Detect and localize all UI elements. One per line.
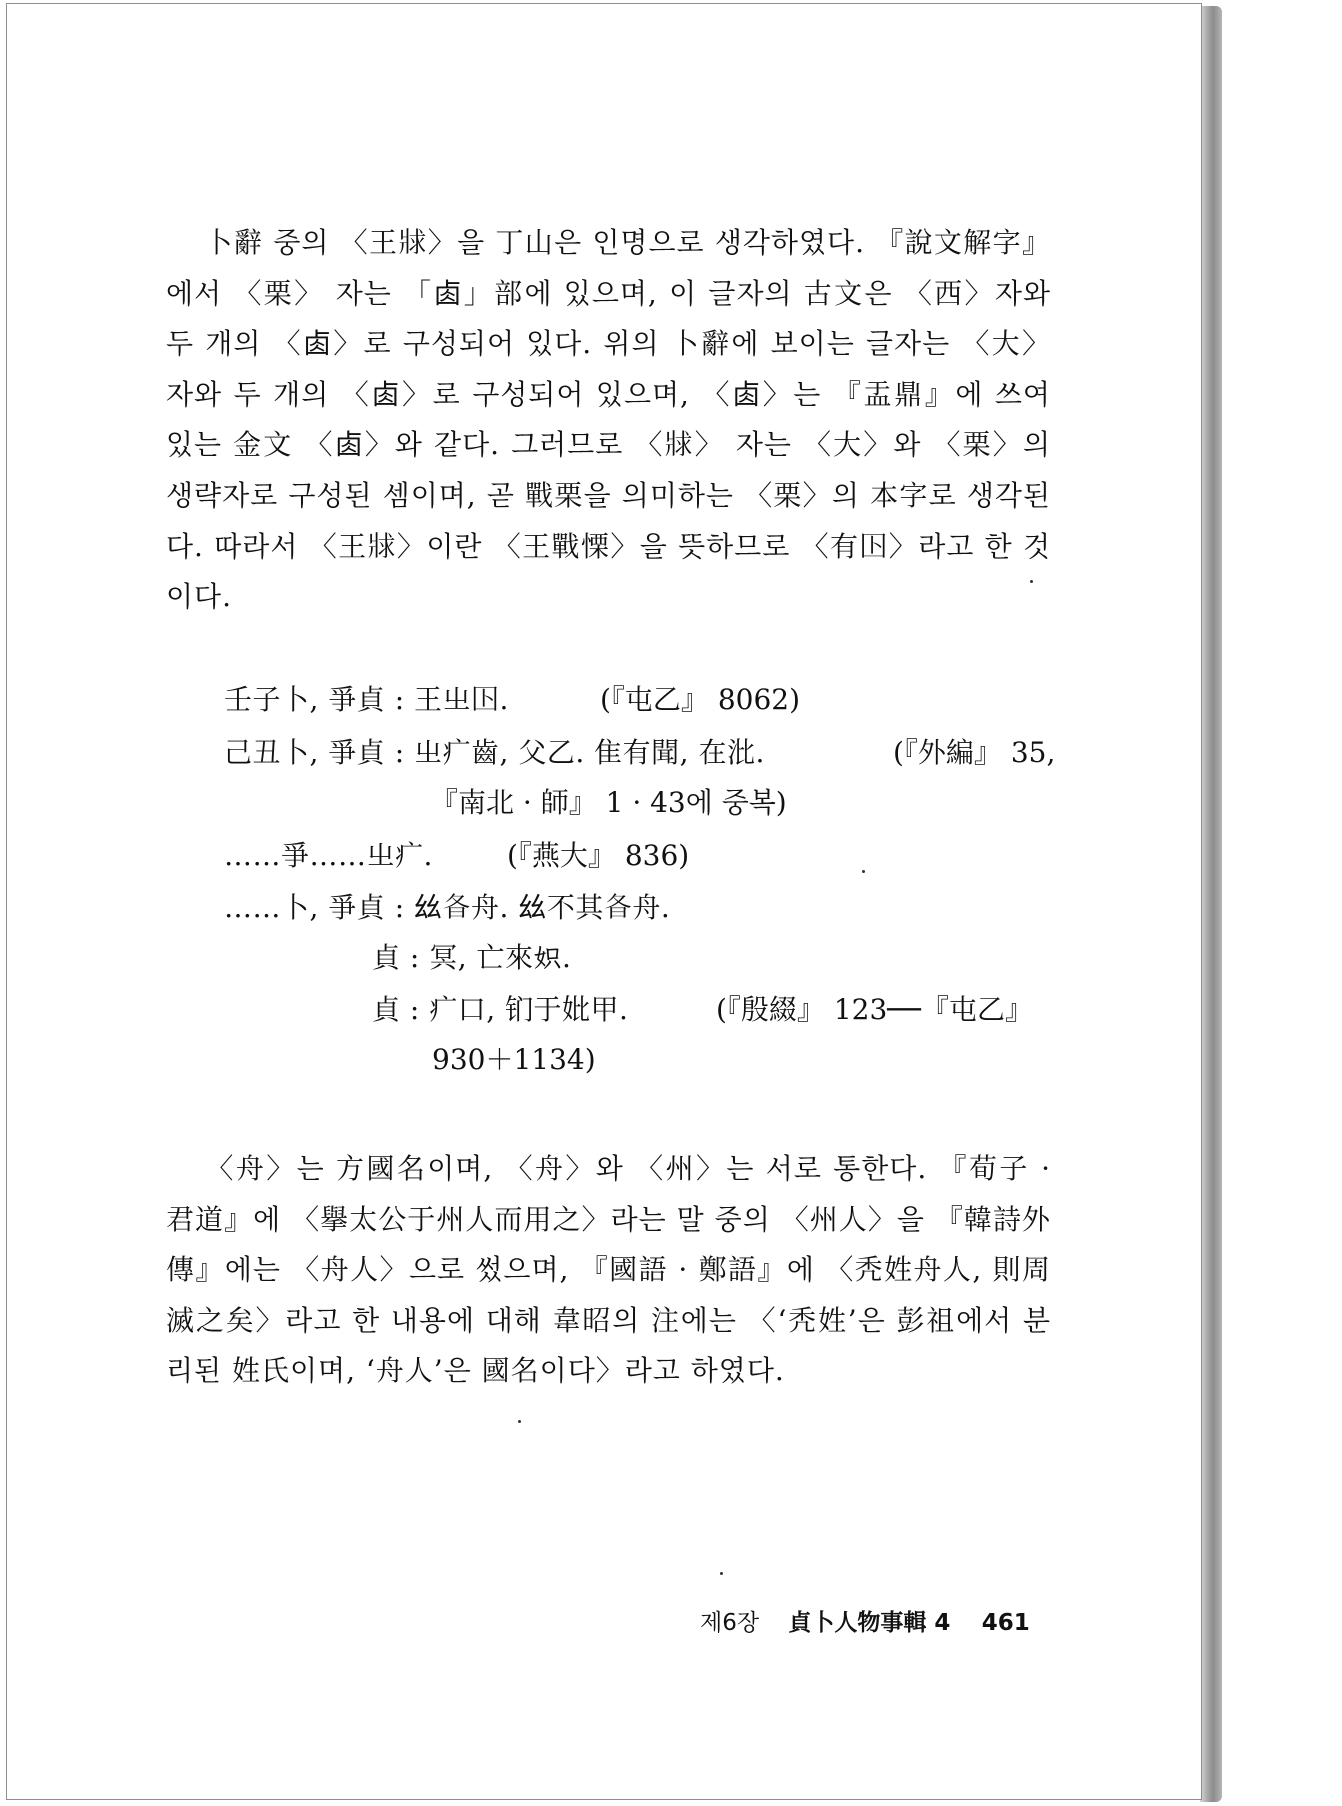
example-source-3: (『燕大』 836) xyxy=(507,839,690,872)
paragraph-1 xyxy=(166,218,1051,623)
example-source-2: (『外編』 35, xyxy=(893,736,1056,769)
example-line-3: ……爭……㞢疒. xyxy=(224,839,433,872)
example-source-6: (『殷綴』 123──『屯乙』 xyxy=(716,993,1033,1026)
example-line-2: 己丑卜, 爭貞 : 㞢疒齒, 父乙. 隹有聞, 在沘. xyxy=(224,736,765,769)
scan-speck xyxy=(720,1572,723,1575)
paragraph-2 xyxy=(166,1144,1051,1397)
scan-speck xyxy=(518,1420,521,1423)
example-line-1: 壬子卜, 爭貞 : 王㞢𡆥. xyxy=(224,683,509,716)
paragraph-1-text: 卜辭 중의 〈王𤕾〉을 丁山은 인명으로 생각하였다. 『說文解字』에서 〈栗〉 자는 「𠧪」部에 있으며, 이 글자의 古文은 〈西〉자와 두 개의 〈𠧪〉로 구성되어 있다. 위의 卜辭에 보이는 글자는 〈大〉 자와 두 개의 〈𠧪〉로 구성되어 있으며, 〈𠧪〉는 『盂鼎』에 쓰여 있는 金文 〈𠧪〉와 같다. 그러므로 〈𤕾〉 자는 〈大〉와 〈栗〉의 생략자로 구성된 셈이며, 곧 戰栗을 의미하는 〈栗〉의 本字로 생각된다. 따라서 〈王𤕾〉이란 〈王戰慄〉을 뜻하므로 〈有𡆥〉라고 한 것이다. xyxy=(166,226,1051,614)
example-source-6-continued: 930＋1134) xyxy=(432,1043,596,1076)
footer-title: 貞卜人物事輯 4 xyxy=(788,1610,951,1636)
example-source-1: (『屯乙』 8062) xyxy=(600,683,801,716)
page-edge xyxy=(1200,6,1222,1802)
example-line-6: 貞 : 疒口, 钔于妣甲. xyxy=(372,993,629,1026)
page-footer xyxy=(700,1604,1030,1637)
example-source-2-continued: 『南北 · 師』 1 · 43에 중복) xyxy=(430,786,787,819)
scan-speck xyxy=(1030,580,1033,583)
example-line-5: 貞 : 冥, 亡來𡛰. xyxy=(372,941,572,974)
scan-speck xyxy=(862,870,865,873)
paragraph-2-text: 〈舟〉는 方國名이며, 〈舟〉와 〈州〉는 서로 통한다. 『荀子 · 君道』에 〈擧太公于州人而用之〉라는 말 중의 〈州人〉을 『韓詩外傳』에는 〈舟人〉으로 썼으며, 『國語 · 鄭語』에 〈秃姓舟人, 則周滅之矣〉라고 한 내용에 대해 韋昭의 注에는 〈‘秃姓’은 彭祖에서 분리된 姓氏이며, ‘舟人’은 國名이다〉라고 하였다. xyxy=(166,1152,1051,1388)
example-line-4: ……卜, 爭貞 : 𢆶𣅈舟. 𢆶不其𣅈舟. xyxy=(224,891,671,924)
page-number: 461 xyxy=(981,1610,1030,1636)
footer-chapter: 제6장 xyxy=(700,1610,760,1636)
